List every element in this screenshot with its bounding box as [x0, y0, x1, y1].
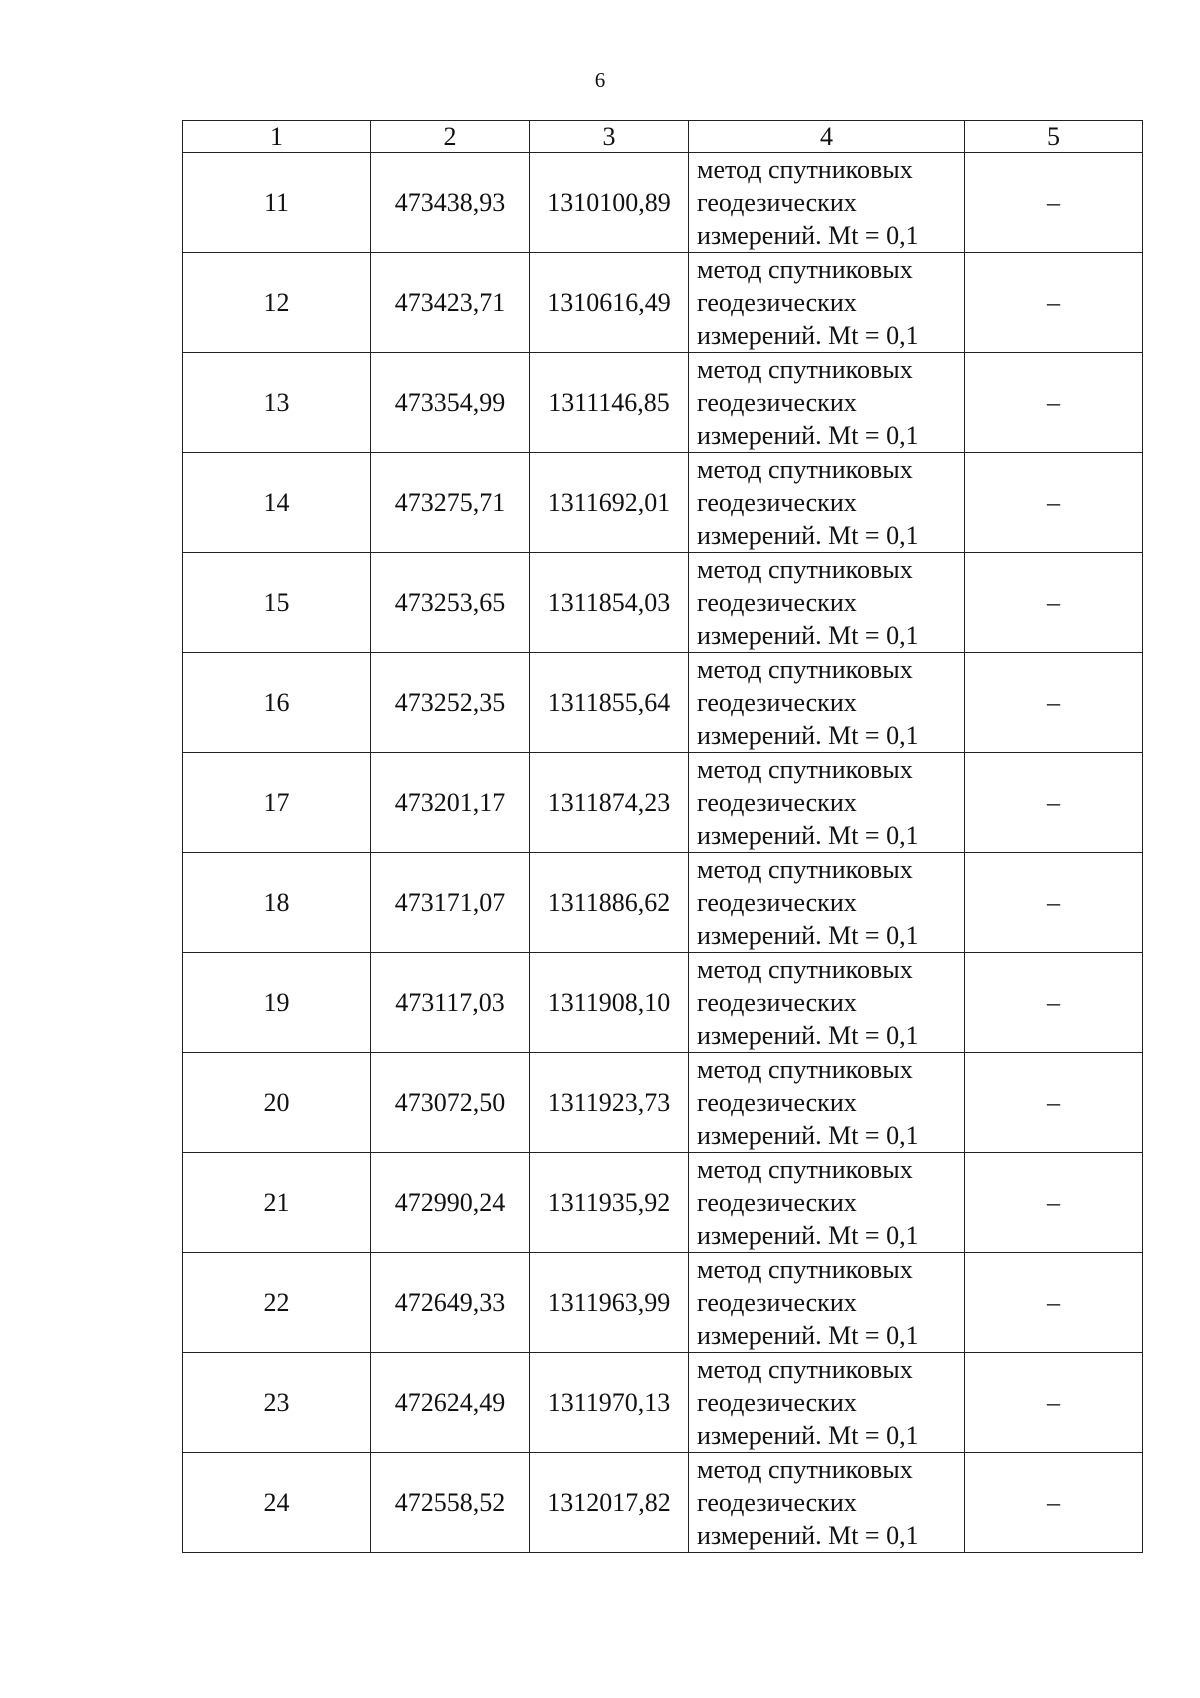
- column-header-5: 5: [965, 121, 1143, 153]
- note-cell: –: [965, 653, 1143, 753]
- method-line: метод спутниковых: [697, 155, 913, 184]
- method-line: измерений. Mt = 0,1: [697, 221, 919, 250]
- table-row: [183, 1153, 1143, 1253]
- table-row: [183, 553, 1143, 653]
- x-coordinate-cell: 473438,93: [371, 153, 530, 253]
- method-line: метод спутниковых: [697, 855, 913, 884]
- page-number: 6: [594, 68, 606, 92]
- method-cell: [689, 353, 965, 453]
- table-row: [183, 353, 1143, 453]
- method-line: метод спутниковых: [697, 255, 913, 284]
- y-coordinate-cell: 1311692,01: [530, 453, 689, 553]
- method-line: метод спутниковых: [697, 1055, 913, 1084]
- point-number-cell: 15: [183, 553, 371, 653]
- column-header-1: 1: [183, 121, 371, 153]
- table-row: [183, 853, 1143, 953]
- y-coordinate-cell: 1311970,13: [530, 1353, 689, 1453]
- method-cell: [689, 453, 965, 553]
- y-coordinate-cell: 1311855,64: [530, 653, 689, 753]
- method-line: измерений. Mt = 0,1: [697, 521, 919, 550]
- column-header-2: 2: [371, 121, 530, 153]
- method-cell: [689, 1053, 965, 1153]
- point-number-cell: 17: [183, 753, 371, 853]
- method-line: измерений. Mt = 0,1: [697, 1021, 919, 1050]
- method-cell: [689, 653, 965, 753]
- method-cell: [689, 1353, 965, 1453]
- method-cell: [689, 553, 965, 653]
- method-line: геодезических: [697, 988, 857, 1017]
- method-line: измерений. Mt = 0,1: [697, 1121, 919, 1150]
- method-cell: [689, 1153, 965, 1253]
- x-coordinate-cell: 473201,17: [371, 753, 530, 853]
- method-line: измерений. Mt = 0,1: [697, 1321, 919, 1350]
- point-number-cell: 23: [183, 1353, 371, 1453]
- x-coordinate-cell: 473072,50: [371, 1053, 530, 1153]
- table-row: [183, 153, 1143, 253]
- table-row: [183, 1253, 1143, 1353]
- method-line: геодезических: [697, 1288, 857, 1317]
- x-coordinate-cell: 473252,35: [371, 653, 530, 753]
- y-coordinate-cell: 1311908,10: [530, 953, 689, 1053]
- method-line: метод спутниковых: [697, 1355, 913, 1384]
- method-line: измерений. Mt = 0,1: [697, 1521, 919, 1550]
- note-cell: –: [965, 453, 1143, 553]
- method-cell: [689, 153, 965, 253]
- method-line: геодезических: [697, 1088, 857, 1117]
- method-cell: [689, 753, 965, 853]
- x-coordinate-cell: 473354,99: [371, 353, 530, 453]
- x-coordinate-cell: 472558,52: [371, 1453, 530, 1553]
- method-line: геодезических: [697, 588, 857, 617]
- note-cell: –: [965, 1453, 1143, 1553]
- note-cell: –: [965, 253, 1143, 353]
- method-line: геодезических: [697, 1188, 857, 1217]
- coordinates-table: [182, 120, 1143, 1553]
- method-cell: [689, 253, 965, 353]
- method-line: геодезических: [697, 188, 857, 217]
- note-cell: –: [965, 753, 1143, 853]
- method-line: измерений. Mt = 0,1: [697, 721, 919, 750]
- point-number-cell: 21: [183, 1153, 371, 1253]
- x-coordinate-cell: 472624,49: [371, 1353, 530, 1453]
- note-cell: –: [965, 853, 1143, 953]
- table-row: [183, 1453, 1143, 1553]
- x-coordinate-cell: 473253,65: [371, 553, 530, 653]
- y-coordinate-cell: 1311923,73: [530, 1053, 689, 1153]
- note-cell: –: [965, 953, 1143, 1053]
- method-line: метод спутниковых: [697, 555, 913, 584]
- method-cell: [689, 953, 965, 1053]
- x-coordinate-cell: 472649,33: [371, 1253, 530, 1353]
- method-line: измерений. Mt = 0,1: [697, 621, 919, 650]
- x-coordinate-cell: 473423,71: [371, 253, 530, 353]
- y-coordinate-cell: 1311146,85: [530, 353, 689, 453]
- method-line: геодезических: [697, 1388, 857, 1417]
- table-header-row: [183, 121, 1143, 153]
- note-cell: –: [965, 1053, 1143, 1153]
- note-cell: –: [965, 1353, 1143, 1453]
- method-cell: [689, 853, 965, 953]
- method-line: метод спутниковых: [697, 1255, 913, 1284]
- point-number-cell: 12: [183, 253, 371, 353]
- method-line: геодезических: [697, 1488, 857, 1517]
- method-line: геодезических: [697, 788, 857, 817]
- method-cell: [689, 1453, 965, 1553]
- x-coordinate-cell: 473171,07: [371, 853, 530, 953]
- point-number-cell: 24: [183, 1453, 371, 1553]
- method-line: измерений. Mt = 0,1: [697, 821, 919, 850]
- point-number-cell: 16: [183, 653, 371, 753]
- y-coordinate-cell: 1311886,62: [530, 853, 689, 953]
- point-number-cell: 14: [183, 453, 371, 553]
- point-number-cell: 18: [183, 853, 371, 953]
- table-row: [183, 653, 1143, 753]
- x-coordinate-cell: 473117,03: [371, 953, 530, 1053]
- method-line: геодезических: [697, 288, 857, 317]
- point-number-cell: 22: [183, 1253, 371, 1353]
- table-body: [183, 153, 1143, 1553]
- table-row: [183, 1353, 1143, 1453]
- table-row: [183, 753, 1143, 853]
- point-number-cell: 20: [183, 1053, 371, 1153]
- y-coordinate-cell: 1311935,92: [530, 1153, 689, 1253]
- y-coordinate-cell: 1310616,49: [530, 253, 689, 353]
- method-line: измерений. Mt = 0,1: [697, 1221, 919, 1250]
- method-line: метод спутниковых: [697, 955, 913, 984]
- method-line: геодезических: [697, 888, 857, 917]
- note-cell: –: [965, 553, 1143, 653]
- table-row: [183, 1053, 1143, 1153]
- point-number-cell: 11: [183, 153, 371, 253]
- method-line: геодезических: [697, 688, 857, 717]
- y-coordinate-cell: 1310100,89: [530, 153, 689, 253]
- table-row: [183, 253, 1143, 353]
- method-line: метод спутниковых: [697, 755, 913, 784]
- method-line: измерений. Mt = 0,1: [697, 1421, 919, 1450]
- method-cell: [689, 1253, 965, 1353]
- point-number-cell: 13: [183, 353, 371, 453]
- method-line: метод спутниковых: [697, 1155, 913, 1184]
- y-coordinate-cell: 1311963,99: [530, 1253, 689, 1353]
- method-line: геодезических: [697, 488, 857, 517]
- x-coordinate-cell: 473275,71: [371, 453, 530, 553]
- column-header-4: 4: [689, 121, 965, 153]
- note-cell: –: [965, 353, 1143, 453]
- table-row: [183, 453, 1143, 553]
- method-line: метод спутниковых: [697, 355, 913, 384]
- method-line: метод спутниковых: [697, 1455, 913, 1484]
- column-header-3: 3: [530, 121, 689, 153]
- method-line: метод спутниковых: [697, 655, 913, 684]
- y-coordinate-cell: 1312017,82: [530, 1453, 689, 1553]
- method-line: метод спутниковых: [697, 455, 913, 484]
- x-coordinate-cell: 472990,24: [371, 1153, 530, 1253]
- y-coordinate-cell: 1311874,23: [530, 753, 689, 853]
- point-number-cell: 19: [183, 953, 371, 1053]
- method-line: геодезических: [697, 388, 857, 417]
- y-coordinate-cell: 1311854,03: [530, 553, 689, 653]
- note-cell: –: [965, 1153, 1143, 1253]
- method-line: измерений. Mt = 0,1: [697, 321, 919, 350]
- method-line: измерений. Mt = 0,1: [697, 921, 919, 950]
- note-cell: –: [965, 1253, 1143, 1353]
- table-row: [183, 953, 1143, 1053]
- note-cell: –: [965, 153, 1143, 253]
- method-line: измерений. Mt = 0,1: [697, 421, 919, 450]
